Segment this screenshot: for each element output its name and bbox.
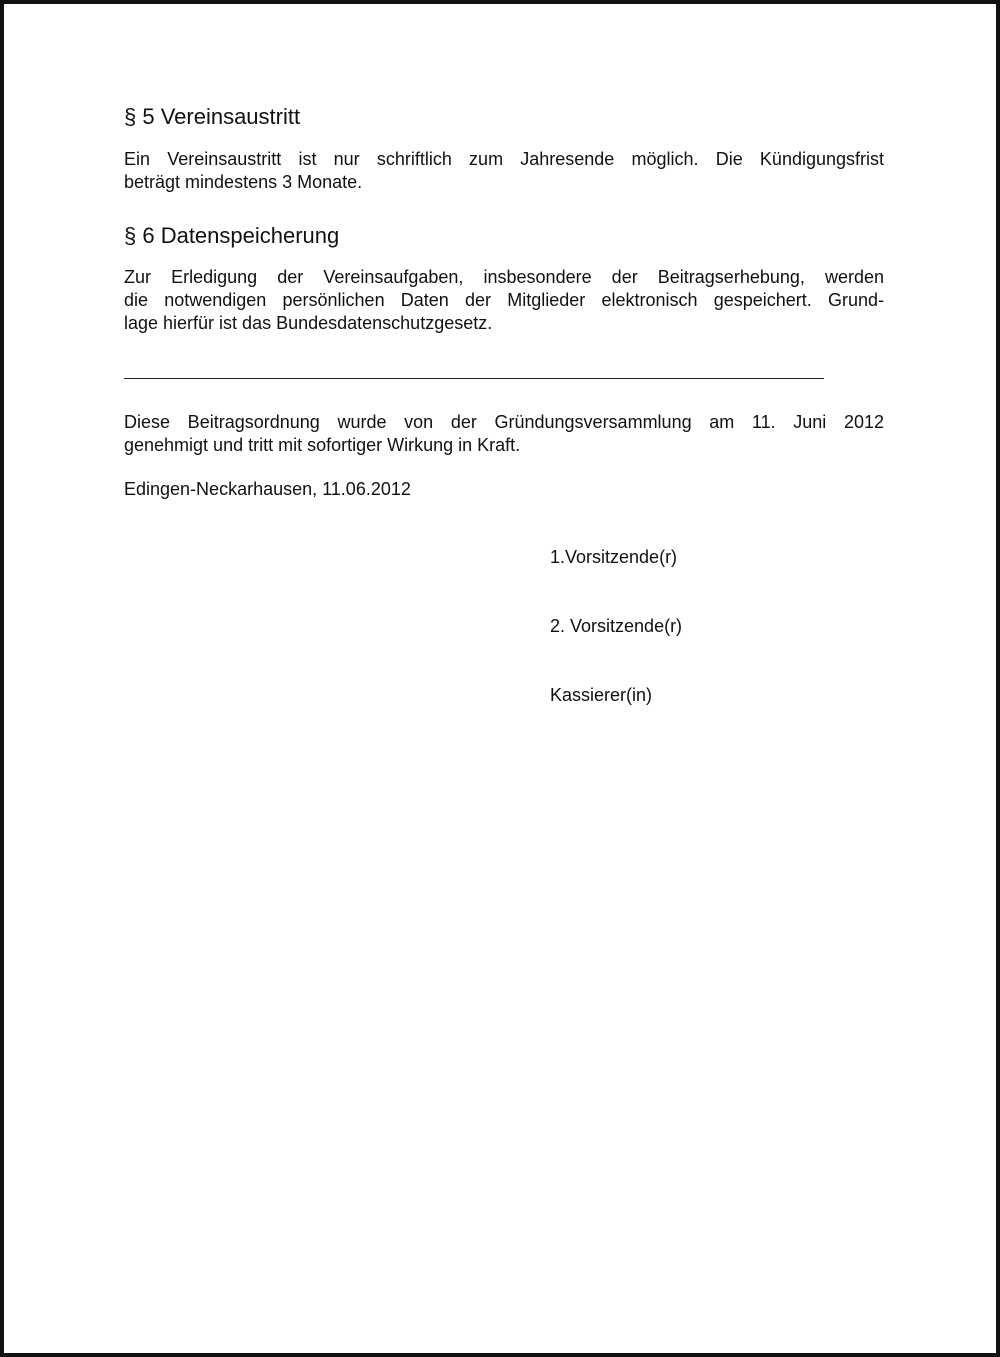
paragraph-line: Ein Vereinsaustritt ist nur schriftlich zum Jahresende möglich. Die Kündigungsfrist (124, 149, 884, 169)
approval-paragraph (124, 411, 884, 457)
signatory-chair-2: 2. Vorsitzende(r) (550, 616, 683, 636)
paragraph-line: genehmigt und tritt mit sofortiger Wirkung in Kraft. (124, 435, 521, 455)
signatory-treasurer: Kassierer(in) (550, 685, 653, 705)
section-5-paragraph (124, 148, 884, 194)
horizontal-divider (124, 378, 824, 379)
signatory-chair-1: 1.Vorsitzende(r) (550, 547, 678, 567)
paragraph-line: Zur Erledigung der Vereinsaufgaben, insbesondere der Beitragserhebung, werden (124, 267, 884, 287)
paragraph-line: Diese Beitragsordnung wurde von der Gründungsversammlung am 11. Juni 2012 (124, 412, 884, 432)
paragraph-line: die notwendigen persönlichen Daten der Mitglieder elektronisch gespeichert. Grund- (124, 290, 884, 310)
section-5-heading: § 5 Vereinsaustritt (124, 104, 301, 129)
place-date: Edingen-Neckarhausen, 11.06.2012 (124, 479, 411, 499)
paragraph-line: beträgt mindestens 3 Monate. (124, 172, 363, 192)
section-6-paragraph (124, 266, 884, 335)
paragraph-line: lage hierfür ist das Bundesdatenschutzgesetz. (124, 313, 493, 333)
section-6-heading: § 6 Datenspeicherung (124, 223, 340, 248)
